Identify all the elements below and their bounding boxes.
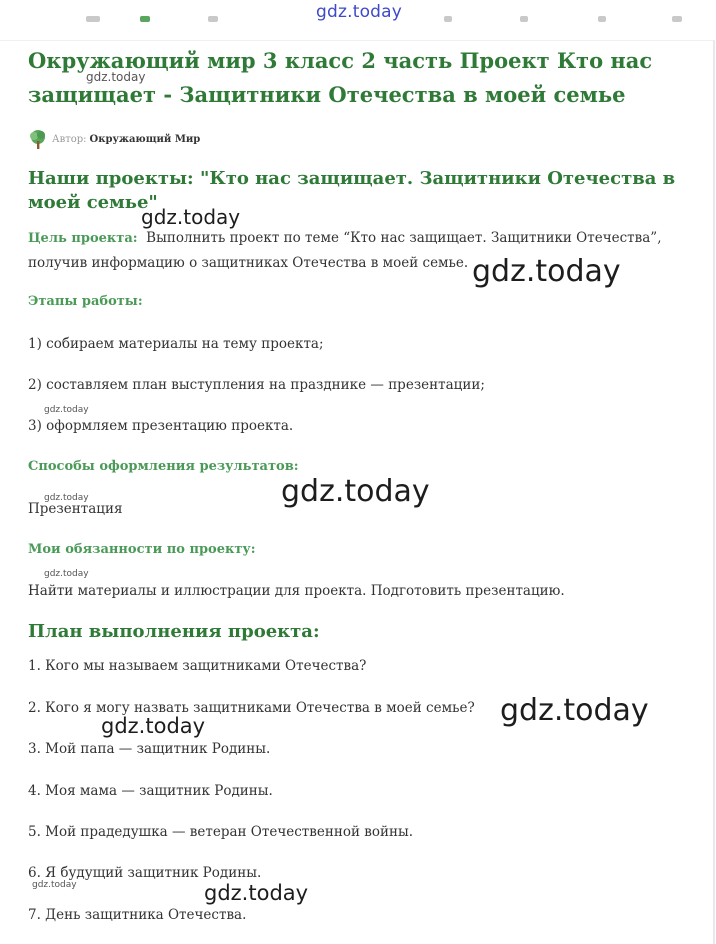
plan-item: 6. Я будущий защитник Родины. <box>28 865 262 881</box>
top-bar-fragment <box>208 16 218 22</box>
top-bar-fragment <box>520 16 528 22</box>
stage-item: 2) составляем план выступления на празднике — презентации; <box>28 377 485 393</box>
project-heading: Наши проекты: "Кто нас защищает. Защитники Отечества в моей семье" <box>28 168 676 213</box>
plan-item: 3. Мой папа — защитник Родины. <box>28 741 271 757</box>
top-bar-fragment <box>672 16 682 22</box>
plan-heading: План выполнения проекта: <box>28 621 320 642</box>
top-bar <box>0 0 716 40</box>
goal-text: Выполнить проект по теме “Кто нас защищает. Защитники Отечества”, получив информацию о защитниках Отечества в моей семье. <box>28 230 662 271</box>
stage-item: 3) оформляем презентацию проекта. <box>28 418 294 434</box>
plan-item: 5. Мой прадедушка — ветеран Отечественной войны. <box>28 824 414 840</box>
top-bar-fragment <box>598 16 606 22</box>
watermark: gdz.today <box>281 474 430 509</box>
site-name[interactable]: gdz.today <box>316 2 403 22</box>
format-text: Презентация <box>28 501 123 517</box>
watermark: gdz.today <box>32 880 77 890</box>
author-name[interactable]: Окружающий Мир <box>89 133 201 145</box>
author-line <box>28 128 200 150</box>
plan-item: 2. Кого я могу назвать защитниками Отечества в моей семье? <box>28 700 475 716</box>
top-bar-fragment <box>140 16 150 22</box>
watermark: gdz.today <box>86 70 146 84</box>
goal-label: Цель проекта: <box>28 231 138 246</box>
watermark: gdz.today <box>101 714 206 738</box>
top-bar-fragment <box>444 16 452 22</box>
duties-text: Найти материалы и иллюстрации для проекта. Подготовить презентацию. <box>28 583 565 599</box>
watermark: gdz.today <box>500 693 649 728</box>
stage-item: 1) собираем материалы на тему проекта; <box>28 336 324 352</box>
stages-label: Этапы работы: <box>28 294 143 309</box>
top-bar-fragment <box>86 16 100 22</box>
watermark: gdz.today <box>472 254 621 289</box>
plan-item: 7. День защитника Отечества. <box>28 907 247 923</box>
page-title: Окружающий мир 3 класс 2 часть Проект Кто нас защищает - Защитники Отечества в моей семье <box>28 48 653 107</box>
watermark: gdz.today <box>141 205 241 229</box>
watermark: gdz.today <box>44 493 89 503</box>
tree-icon <box>28 129 48 149</box>
watermark: gdz.today <box>44 405 89 415</box>
plan-item: 4. Моя мама — защитник Родины. <box>28 783 273 799</box>
watermark: gdz.today <box>204 881 309 905</box>
watermark: gdz.today <box>44 569 89 579</box>
format-label: Способы оформления результатов: <box>28 459 299 474</box>
plan-item: 1. Кого мы называем защитниками Отечества? <box>28 658 367 674</box>
author-label: Автор: <box>52 133 87 145</box>
duties-label: Мои обязанности по проекту: <box>28 542 256 557</box>
